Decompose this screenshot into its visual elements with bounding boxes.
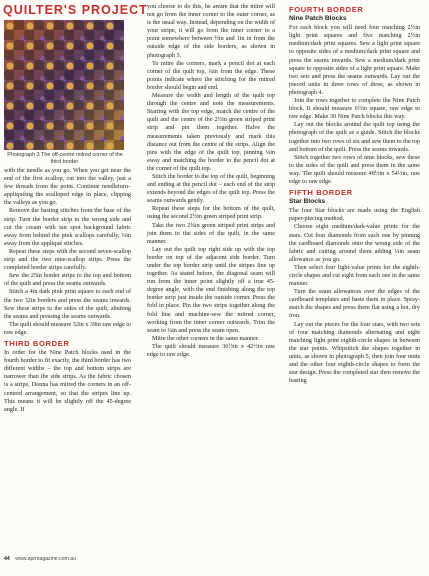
page-footer: [4, 556, 76, 562]
paragraph: Mitre the other corners in the same manner.: [152, 335, 260, 342]
paragraph: Measure the width and length of the quilt top through the centre and note the measurements. Starting with the top edge, match the centre of the quilt and the centre of the 2½in green striped print strip and pin them together. Halve the measurements taken previously and mark this distance out from the centre of the strips. Align the pins with the edge of the quilt top, pinning ¼in away and matching the border to the pencil dot at the corner of the quilt top.: [147, 93, 275, 172]
paragraph: Sew the 25in border strips to the top and bottom of the quilt and press the seams outwards.: [4, 273, 131, 288]
photo-caption: Photograph 3 The off-centre mitred corner of the third border.: [7, 152, 123, 165]
paragraph: Lay out the pieces for the four stars, with two sets of four matching diamonds alternating and eight matching light print eighth-circle shapes in between the star points. Whipstitch the shapes together in units, as shown in photograph 5, then join four units and the other four eighth-circle shapes to form the star design. Press the completed star then remove the basting: [289, 321, 420, 385]
subheading: Nine Patch Blocks: [289, 15, 347, 23]
paragraph: Turn the seam allowances over the edges of the cardboard templates and baste them in place. Spray-starch the shapes and press them flat using a hot, dry iron.: [289, 289, 420, 320]
quilt-photo: [4, 20, 124, 150]
paragraph: Then select four light-value prints for the eighth-circle shapes and cut eight from each one in the same manner.: [289, 264, 420, 288]
section-heading: THIRD BORDER: [4, 338, 70, 348]
section-heading: FOURTH BORDER: [289, 5, 364, 14]
paragraph: For each block you will need four matching 2½in light print squares and five matching 2½in medium/dark print squares. Sew a light print square to opposite sides of a medium/dark print square and press the seams inwards. Sew a medium/dark print square to opposite sides of a light print square. Make two sets and press the seams outwards. Lay out the pieced units in three rows of three, as shown in photograph 4.: [289, 25, 420, 96]
paragraph: Repeat these steps for the bottom of the quilt, using the second 2½in green striped print strip.: [147, 206, 275, 221]
column-1: [4, 167, 131, 414]
website-url: www.aprmagazine.com.au: [15, 556, 77, 562]
paragraph: Join the rows together to complete the Nine Patch block. It should measure 6½in square, raw edge to raw edge. Make 30 Nine Patch blocks this way.: [289, 98, 420, 121]
paragraph: To mitre the corners, mark a pencil dot at each corner of the quilt top, ¼in from the edge. These points indicate where the stitching for the mitred border should begin and end.: [147, 60, 275, 91]
subheading: Star Blocks: [289, 198, 326, 206]
page-number: 44: [4, 556, 10, 562]
paragraph: The four Star blocks are made using the English paper-piecing method.: [289, 208, 420, 223]
section-heading: FIFTH BORDER: [289, 188, 353, 198]
paragraph: Lay out the quilt top right side up with the top border on top of the adjacent side border. Turn under the top border strip until the stripes line up together. As stated before, the diagonal seam will run from the inner point slightly off a true 45-degree angle, with the end finishing along the top border strip just inside the outside corner. Press the fold in place. Pin the two strips together along the fold line and machine-sew the mitred corner, working from the inner corner outwards. Trim the seam to ¼in and press the seam open.: [147, 246, 275, 334]
paragraph: Remove the basting stitches from the base of the strip. Turn the border strip to the wrong side and cut the cream with tan spot background fabric away from behind the pink scallops carefully, ¼in away from the appliqué stitches.: [4, 208, 131, 247]
paragraph: with the needle as you go. When you get near the end of the first scallop, cut into the valley, just a few threads from the point. Continue needleturn–appliquéing the scalloped edge in place, clipping the valleys as you go.: [4, 168, 131, 207]
paragraph: The quilt should measure 32in x 39in raw edge to raw edge.: [4, 321, 131, 336]
paragraph: Stitch a 4in dark pink print square to each end of the two 32in borders and press the seams inwards. Sew these strips to the sides of the quilt, abutting the seams and pressing the seams outwards.: [4, 289, 131, 320]
page-title: QUILTER'S PROJECT: [3, 3, 148, 17]
paragraph: Stitch the border to the top of the quilt, beginning and ending at the pencil dot – each end of the strip extends beyond the edges of the quilt top. Press the seams outwards gently.: [147, 173, 275, 205]
paragraph: Take the two 2¾in green striped print strips and join them to the sides of the quilt, in the same manner.: [147, 222, 275, 245]
paragraph: you choose to do this, be aware that the mitre will not go from the inner corner to the outer corner, as is the usual way. Instead, depending on the width of your stripe, it will go from the inner corner to a point somewhere between ½in and 1in in from the outside edge of the side borders, as shown in photograph 3.: [147, 4, 275, 59]
paragraph: Stitch together two rows of nine blocks, sew these to the sides of the quilt and press them in the same way. The quilt should measure 48½in x 54½in, raw edge to raw edge.: [289, 154, 420, 185]
paragraph: In order for the Nine Patch blocks used in the fourth border to fit exactly, the third border has two different widths – the top and bottom strips are narrower than the side strips. As the fabric chosen is a stripe, Donna has mitred the corners in an off-centred arrangement, so that the stripes line up. This means it will be slightly off the 45-degree angle. If: [4, 350, 131, 413]
column-2: [147, 3, 275, 359]
paragraph: Choose eight medium/dark-value prints for the stars. Cut four diamonds from each one by pinning the cardboard diamonds onto the wrong side of the fabric and cutting around them adding ¼in seam allowance as you go.: [289, 224, 420, 263]
paragraph: Lay out the blocks around the quilt top using the photograph of the quilt as a guide. Stitch the blocks together into two rows of six and sew them to the top and bottom of the quilt. Press the seams inwards.: [289, 122, 420, 153]
column-3: [289, 3, 420, 385]
paragraph: The quilt should measure 36½in x 42½in raw edge to raw edge.: [147, 343, 275, 359]
paragraph: Repeat these steps with the second seven-scallop strip and the two nine-scallop strips. Press the completed border strips carefully.: [4, 248, 131, 272]
